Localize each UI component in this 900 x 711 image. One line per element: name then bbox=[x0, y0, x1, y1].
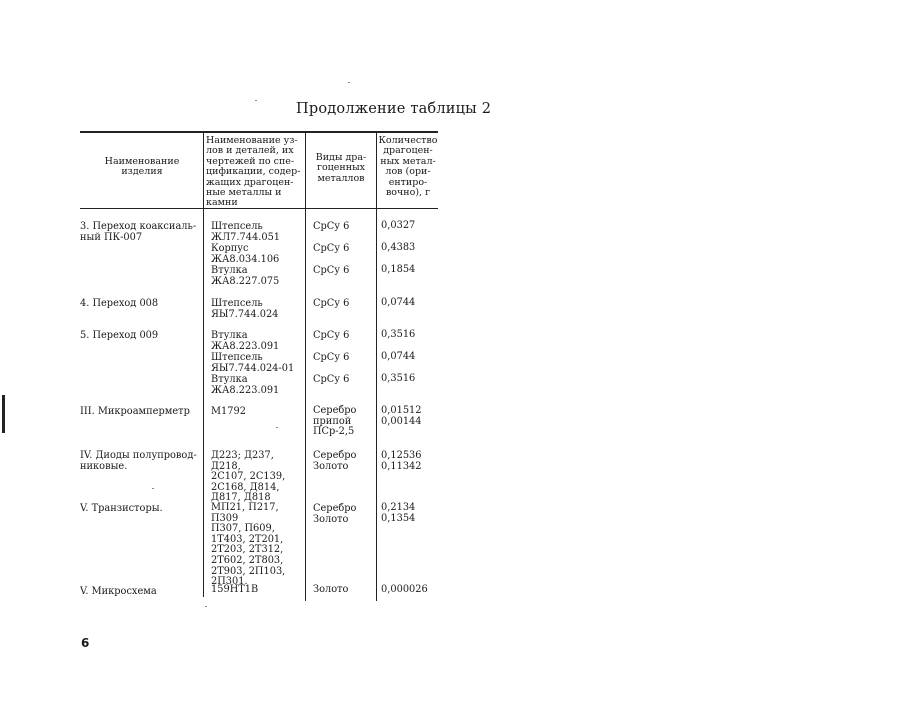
header-product-name: Наименование изделия bbox=[104, 156, 180, 178]
row-3-metal-2: СрСу 6 bbox=[313, 243, 350, 254]
row-5-qty-1: 0,3516 bbox=[381, 329, 416, 340]
row-5-qty-2: 0,0744 bbox=[381, 351, 416, 362]
row-4-qty: 0,0744 bbox=[381, 297, 416, 308]
row-4-name: 4. Переход 008 bbox=[80, 298, 159, 309]
precious-metals-table bbox=[80, 131, 438, 601]
row-v-microcircuit-name: V. Микросхема bbox=[80, 586, 157, 597]
row-5-part-3: Втулка ЖА8.223.091 bbox=[211, 374, 280, 396]
table-top-rule bbox=[80, 131, 438, 133]
row-iii-metal: Серебро припой ПСр-2,5 bbox=[313, 405, 357, 438]
header-parts: Наименование уз- лов и деталей, их чертежей по спе- цификации, содер- жащих драгоцен- ные металлы и камни bbox=[206, 135, 301, 209]
page-number: 6 bbox=[81, 636, 90, 650]
scan-speck bbox=[276, 427, 278, 428]
row-v-transistors-qty: 0,2134 0,1354 bbox=[381, 502, 416, 524]
row-iii-name: III. Микроамперметр bbox=[80, 406, 190, 417]
row-iii-qty: 0,01512 0,00144 bbox=[381, 405, 422, 427]
header-quantity: Количество драгоцен- ных метал- лов (ори- ентиро- вочно), г bbox=[378, 135, 438, 199]
row-3-metal-3: СрСу 6 bbox=[313, 265, 350, 276]
row-iii-part: М1792 bbox=[211, 406, 246, 417]
row-5-metal-3: СрСу 6 bbox=[313, 374, 350, 385]
scan-edge-mark bbox=[2, 395, 5, 433]
header-metal-types: Виды дра- гоценных металлов bbox=[315, 152, 367, 184]
row-iv-metal: Серебро Золото bbox=[313, 450, 357, 472]
row-3-qty-3: 0,1854 bbox=[381, 264, 416, 275]
row-3-part-2: Корпус ЖА8.034.106 bbox=[211, 243, 280, 265]
row-5-metal-2: СрСу 6 bbox=[313, 352, 350, 363]
row-4-metal: СрСу 6 bbox=[313, 298, 350, 309]
row-3-qty-2: 0,4383 bbox=[381, 242, 416, 253]
row-v-microcircuit-part: 159НТ1В bbox=[211, 584, 259, 595]
row-v-transistors-part: МП21, П217, П309 П307, П609, 1Т403, 2Т201, 2Т203, 2Т312, 2Т602, 2Т803, 2Т903, 2П103, 2П301. bbox=[211, 502, 286, 588]
scan-speck bbox=[348, 82, 350, 83]
row-5-metal-1: СрСу 6 bbox=[313, 330, 350, 341]
row-iv-qty: 0,12536 0,11342 bbox=[381, 450, 422, 472]
row-3-qty-1: 0,0327 bbox=[381, 220, 416, 231]
row-5-name: 5. Переход 009 bbox=[80, 330, 159, 341]
row-3-part-3: Втулка ЖА8.227.075 bbox=[211, 265, 280, 287]
scan-speck bbox=[255, 100, 257, 101]
row-v-transistors-name: V. Транзисторы. bbox=[80, 503, 163, 514]
column-divider-3 bbox=[376, 131, 377, 601]
row-5-part-2: Штепсель ЯЫ7.744.024-01 bbox=[211, 352, 295, 374]
row-v-transistors-metal: Серебро Золото bbox=[313, 503, 357, 525]
row-3-part-1: Штепсель ЖЛ7.744.051 bbox=[211, 221, 281, 243]
column-divider-2 bbox=[305, 131, 306, 601]
row-v-microcircuit-metal: Золото bbox=[313, 584, 349, 595]
row-iv-name: IV. Диоды полупровод- никовые. bbox=[80, 450, 197, 472]
row-iv-part: Д223; Д237, Д218, 2С107, 2С139, 2С168, Д814, Д817, Д818 bbox=[211, 450, 286, 504]
row-3-metal-1: СрСу 6 bbox=[313, 221, 350, 232]
row-5-qty-3: 0,3516 bbox=[381, 373, 416, 384]
column-divider-1 bbox=[203, 131, 204, 597]
scan-speck bbox=[152, 488, 154, 489]
row-5-part-1: Втулка ЖА8.223.091 bbox=[211, 330, 280, 352]
row-3-name: 3. Переход коаксиаль- ный ПК-007 bbox=[80, 221, 197, 243]
scan-speck bbox=[205, 606, 207, 607]
row-4-part: Штепсель ЯЫ7.744.024 bbox=[211, 298, 279, 320]
row-v-microcircuit-qty: 0,000026 bbox=[381, 584, 428, 595]
table-caption: Продолжение таблицы 2 bbox=[296, 101, 492, 117]
